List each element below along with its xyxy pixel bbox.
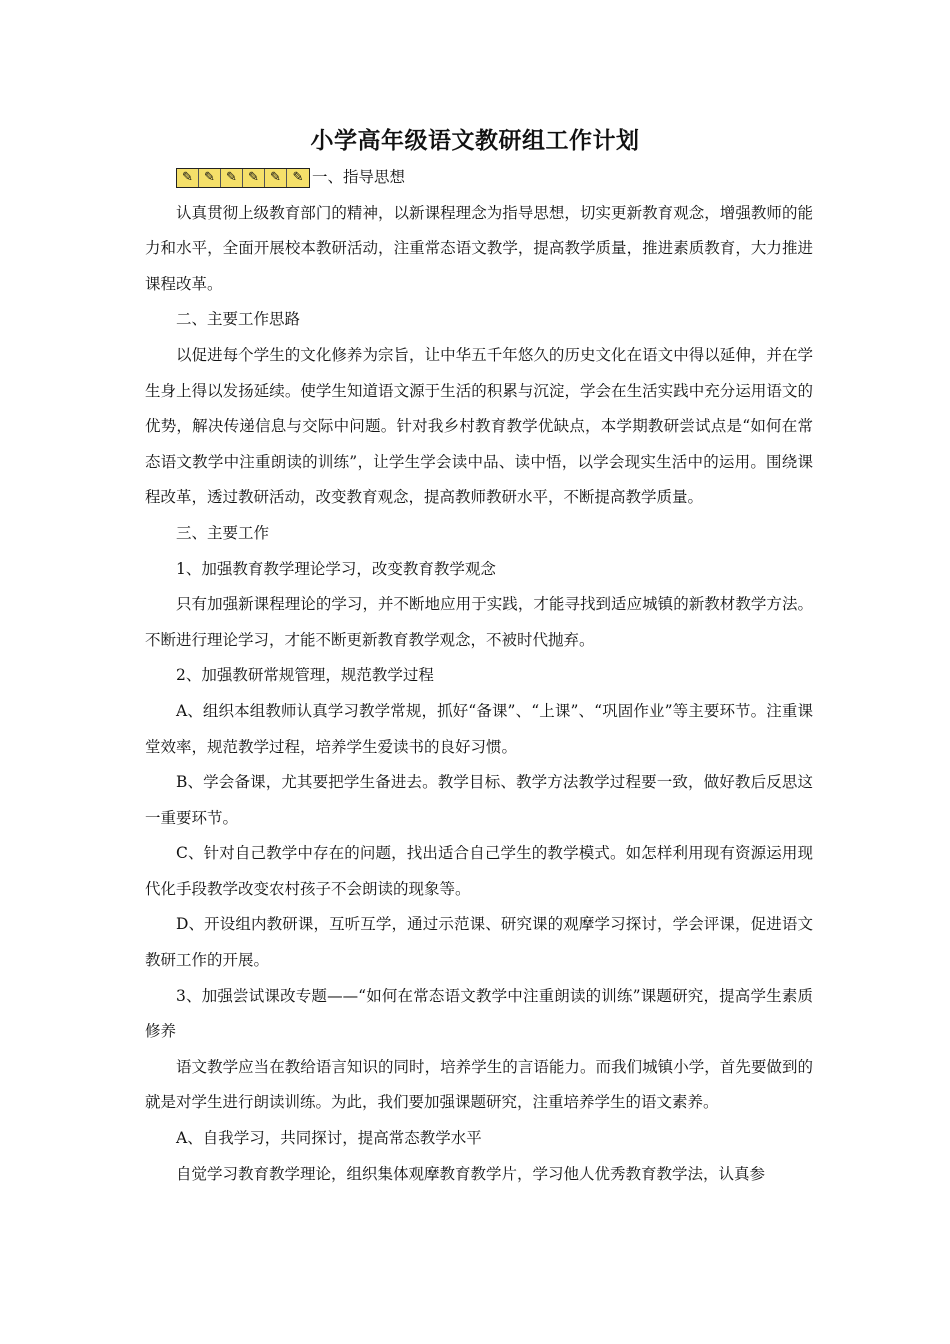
pencil-ornament <box>176 168 310 188</box>
paragraph: C、针对自己教学中存在的问题，找出适合自己学生的教学模式。如怎样利用现有资源运用现代化手段教学改变农村孩子不会朗读的现象等。 <box>145 844 813 898</box>
paragraph: 自觉学习教育教学理论，组织集体观摩教育教学片，学习他人优秀教育教学法，认真参 <box>176 1164 766 1183</box>
subheading: 1、加强教育教学理论学习，改变教育教学观念 <box>176 559 496 578</box>
subheading: 2、加强教研常规管理，规范教学过程 <box>176 666 434 685</box>
paragraph: A、组织本组教师认真学习教学常规，抓好“备课”、“上课”、“巩固作业”等主要环节。注重课堂效率，规范教学过程，培养学生爱读书的良好习惯。 <box>145 701 813 756</box>
pencil-icon: ✎ <box>199 169 221 187</box>
paragraph: 以促进每个学生的文化修养为宗旨，让中华五千年悠久的历史文化在语文中得以延伸，并在学生身上得以发扬延续。使学生知道语文源于生活的积累与沉淀，学会在生活实践中充分运用语文的优势，解决传递信息与交际中问题。针对我乡村教育教学优缺点，本学期教研尝试点是“如何在常态语文教学中注重朗读的训练”，让学生学会读中品、读中悟，以学会现实生活中的运用。围绕课程改革，透过教研活动，改变教育观念，提高教师教研水平，不断提高教学质量。 <box>145 345 813 507</box>
subheading: 3、加强尝试课改专题——“如何在常态语文教学中注重朗读的训练”课题研究，提高学生素质修养 <box>145 986 813 1041</box>
page-title: 小学高年级语文教研组工作计划 <box>310 128 640 154</box>
paragraph: 只有加强新课程理论的学习，并不断地应用于实践，才能寻找到适应城镇的新教材教学方法。不断进行理论学习，才能不断更新教育教学观念，不被时代抛弃。 <box>145 595 813 649</box>
section-heading-1 <box>145 160 813 196</box>
document-body <box>145 160 813 1192</box>
paragraph: B、学会备课，尤其要把学生备进去。教学目标、教学方法教学过程要一致，做好教后反思这一重要环节。 <box>145 773 813 827</box>
paragraph: 认真贯彻上级教育部门的精神，以新课程理念为指导思想，切实更新教育观念，增强教师的能力和水平，全面开展校本教研活动，注重常态语文教学，提高教学质量，推进素质教育，大力推进课程改革。 <box>145 203 813 293</box>
pencil-icon: ✎ <box>265 169 287 187</box>
subheading: A、自我学习，共同探讨，提高常态教学水平 <box>176 1129 482 1148</box>
paragraph: D、开设组内教研课，互听互学，通过示范课、研究课的观摩学习探讨，学会评课，促进语文教研工作的开展。 <box>145 915 813 970</box>
pencil-icon: ✎ <box>243 169 265 187</box>
paragraph: 语文教学应当在教给语言知识的同时，培养学生的言语能力。而我们城镇小学，首先要做到的就是对学生进行朗读训练。为此，我们要加强课题研究，注重培养学生的语文素养。 <box>145 1057 813 1112</box>
section-heading: 二、主要工作思路 <box>176 310 301 329</box>
heading-text: 一、指导思想 <box>312 168 406 186</box>
pencil-icon: ✎ <box>177 169 199 187</box>
pencil-icon: ✎ <box>292 169 304 185</box>
section-heading: 三、主要工作 <box>176 523 270 542</box>
pencil-icon: ✎ <box>221 169 243 187</box>
